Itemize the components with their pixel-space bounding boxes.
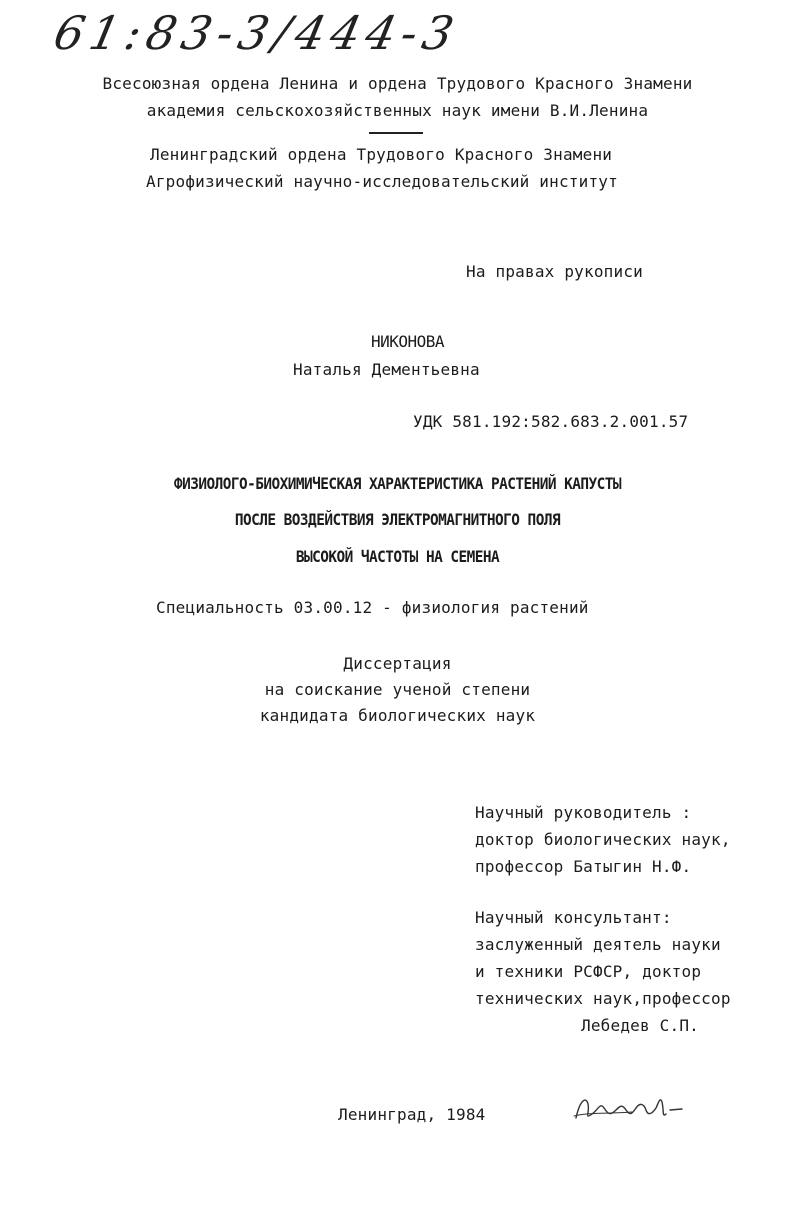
degree-line-1: Диссертация bbox=[343, 654, 452, 673]
institute-line-1: Ленинградский ордена Трудового Красного Знамени bbox=[150, 145, 613, 164]
academy-line-1: Всесоюзная ордена Ленина и ордена Трудового Красного Знамени bbox=[102, 74, 693, 93]
handwritten-signature bbox=[570, 1090, 690, 1126]
supervisor-degree: доктор биологических наук, bbox=[475, 830, 731, 849]
supervisor-name: профессор Батыгин Н.Ф. bbox=[475, 857, 692, 876]
dissertation-title-line-1: ФИЗИОЛОГО-БИОХИМИЧЕСКАЯ ХАРАКТЕРИСТИКА РАСТЕНИЙ КАПУСТЫ bbox=[173, 474, 622, 493]
author-surname: НИКОНОВА bbox=[371, 332, 445, 351]
academy-line-2: академия сельскохозяйственных наук имени В.И.Ленина bbox=[146, 101, 649, 120]
consultant-title-2: и техники РСФСР, доктор bbox=[475, 962, 702, 981]
handwritten-catalog-number: 61:83-3/444-3 bbox=[49, 6, 465, 60]
consultant-heading: Научный консультант: bbox=[475, 908, 672, 927]
degree-line-2: на соискание ученой степени bbox=[264, 680, 531, 699]
divider-line bbox=[369, 132, 423, 134]
consultant-title-3: технических наук,профессор bbox=[475, 989, 731, 1008]
supervisor-heading: Научный руководитель : bbox=[475, 803, 692, 822]
dissertation-title-line-2: ПОСЛЕ ВОЗДЕЙСТВИЯ ЭЛЕКТРОМАГНИТНОГО ПОЛЯ bbox=[234, 510, 561, 529]
degree-line-3: кандидата биологических наук bbox=[259, 706, 536, 725]
udc-code: УДК 581.192:582.683.2.001.57 bbox=[413, 412, 689, 431]
consultant-title-1: заслуженный деятель науки bbox=[475, 935, 721, 954]
institute-line-2: Агрофизический научно-исследовательский институт bbox=[146, 172, 618, 191]
specialty: Специальность 03.00.12 - физиология растений bbox=[156, 598, 589, 617]
author-name: Наталья Дементьевна bbox=[293, 360, 480, 379]
manuscript-note: На правах рукописи bbox=[466, 262, 643, 281]
city-year: Ленинград, 1984 bbox=[338, 1105, 486, 1124]
dissertation-title-line-3: ВЫСОКОЙ ЧАСТОТЫ НА СЕМЕНА bbox=[295, 547, 500, 566]
consultant-name: Лебедев С.П. bbox=[581, 1016, 699, 1035]
